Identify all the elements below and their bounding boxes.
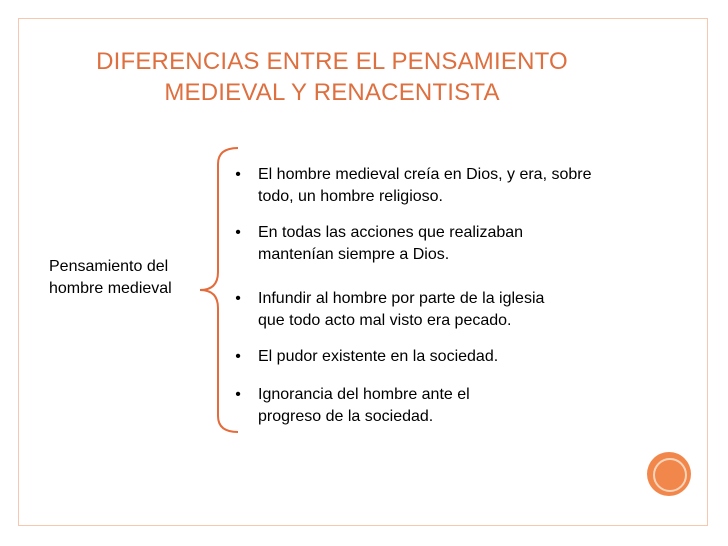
bullet-dot-icon: • bbox=[235, 166, 241, 183]
bullet-item-5 bbox=[230, 384, 660, 428]
bullet-dot-icon: • bbox=[235, 290, 241, 307]
bullet-2-line-2: mantenían siempre a Dios. bbox=[258, 246, 450, 263]
bullet-4-line-1: El pudor existente en la sociedad. bbox=[258, 348, 499, 365]
slide-title-line-1: DIFERENCIAS ENTRE EL PENSAMIENTO bbox=[96, 48, 568, 75]
bullet-1-line-2: todo, un hombre religioso. bbox=[258, 188, 443, 205]
bullet-dot-icon: • bbox=[235, 386, 241, 403]
bullet-2-line-1: En todas las acciones que realizaban bbox=[258, 224, 524, 241]
bullet-item-4 bbox=[230, 346, 660, 368]
slide-title-line-2: MEDIEVAL Y RENACENTISTA bbox=[164, 79, 500, 106]
bullet-3-line-2: que todo acto mal visto era pecado. bbox=[258, 312, 512, 329]
bullet-item-1 bbox=[230, 164, 660, 208]
bullet-item-3 bbox=[230, 288, 660, 332]
bullet-item-2 bbox=[230, 222, 660, 266]
left-label-line-1: Pensamiento del bbox=[49, 258, 169, 275]
bullet-5-line-1: Ignorancia del hombre ante el bbox=[258, 386, 470, 403]
left-category-label bbox=[49, 256, 194, 300]
bullet-3-line-1: Infundir al hombre por parte de la iglesia bbox=[258, 290, 545, 307]
bullet-5-line-2: progreso de la sociedad. bbox=[258, 408, 434, 425]
bullet-dot-icon: • bbox=[235, 224, 241, 241]
decorative-ring-icon bbox=[653, 458, 687, 492]
bullet-dot-icon: • bbox=[235, 348, 241, 365]
bullet-1-line-1: El hombre medieval creía en Dios, y era, sobre bbox=[258, 166, 592, 183]
left-label-line-2: hombre medieval bbox=[49, 280, 172, 297]
